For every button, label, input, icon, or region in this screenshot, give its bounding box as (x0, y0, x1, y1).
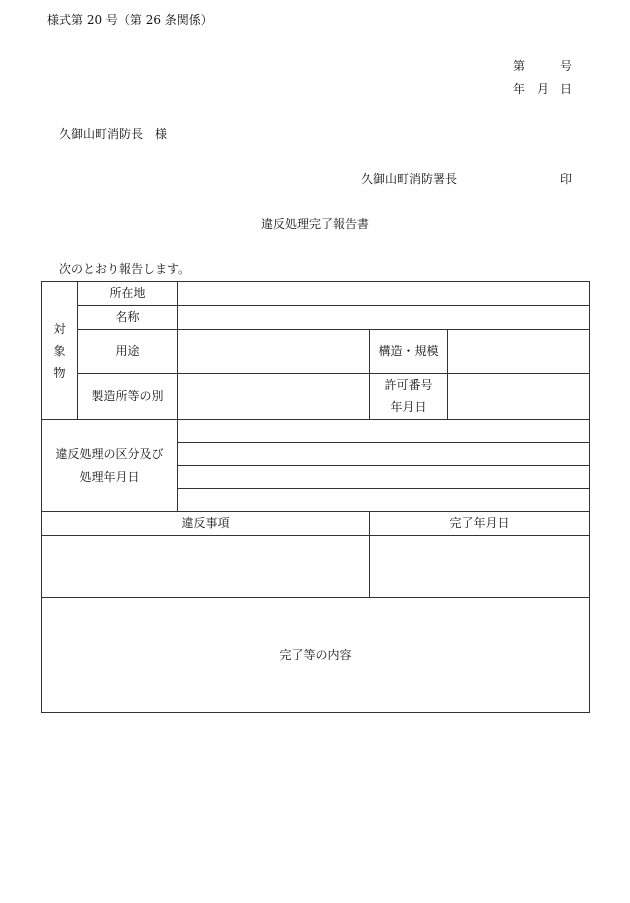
form-number: 様式第 20 号（第 26 条関係） (47, 13, 213, 27)
usage-field[interactable] (178, 329, 370, 373)
structure-field[interactable] (448, 329, 590, 373)
usage-label: 用途 (78, 329, 178, 373)
permit-number-label: 許可番号 (384, 377, 433, 392)
name-label: 名称 (78, 305, 178, 329)
target-object-label: 対 象 物 (42, 282, 78, 420)
date-day-label: 日 (560, 82, 573, 96)
completion-date-label: 完了年月日 (370, 512, 590, 536)
violation-items-label: 違反事項 (42, 512, 370, 536)
intro-text: 次のとおり報告します。 (59, 262, 191, 276)
seal-mark: 印 (560, 172, 573, 186)
addressee: 久御山町消防長 様 (59, 127, 168, 141)
sender-name: 久御山町消防署長 (361, 172, 458, 186)
date-year-label: 年 (513, 82, 526, 96)
violation-items-field[interactable] (42, 535, 370, 597)
location-label: 所在地 (78, 282, 178, 306)
name-field[interactable] (178, 305, 590, 329)
completion-details-field[interactable] (42, 597, 590, 712)
completion-details-label: 完了等の内容 (279, 647, 352, 662)
date-month-label: 月 (537, 82, 550, 96)
report-table (41, 281, 590, 713)
violation-row-4-field[interactable] (178, 489, 590, 512)
violation-row-3-field[interactable] (178, 466, 590, 489)
location-field[interactable] (178, 282, 590, 306)
violation-row-2-field[interactable] (178, 443, 590, 466)
structure-label: 構造・規模 (370, 329, 448, 373)
manufacturing-label: 製造所等の別 (78, 373, 178, 420)
document-title: 違反処理完了報告書 (260, 217, 369, 231)
permit-field[interactable] (448, 373, 590, 420)
violation-row-1-field[interactable] (178, 420, 590, 443)
permit-label (370, 373, 448, 420)
document-number-prefix: 第 (513, 59, 526, 73)
violation-category-label: 違反処理の区分及び 処理年月日 (42, 420, 178, 512)
manufacturing-field[interactable] (178, 373, 370, 420)
permit-date-label: 年月日 (390, 400, 427, 415)
document-number-suffix: 号 (560, 59, 573, 73)
completion-date-field[interactable] (370, 535, 590, 597)
